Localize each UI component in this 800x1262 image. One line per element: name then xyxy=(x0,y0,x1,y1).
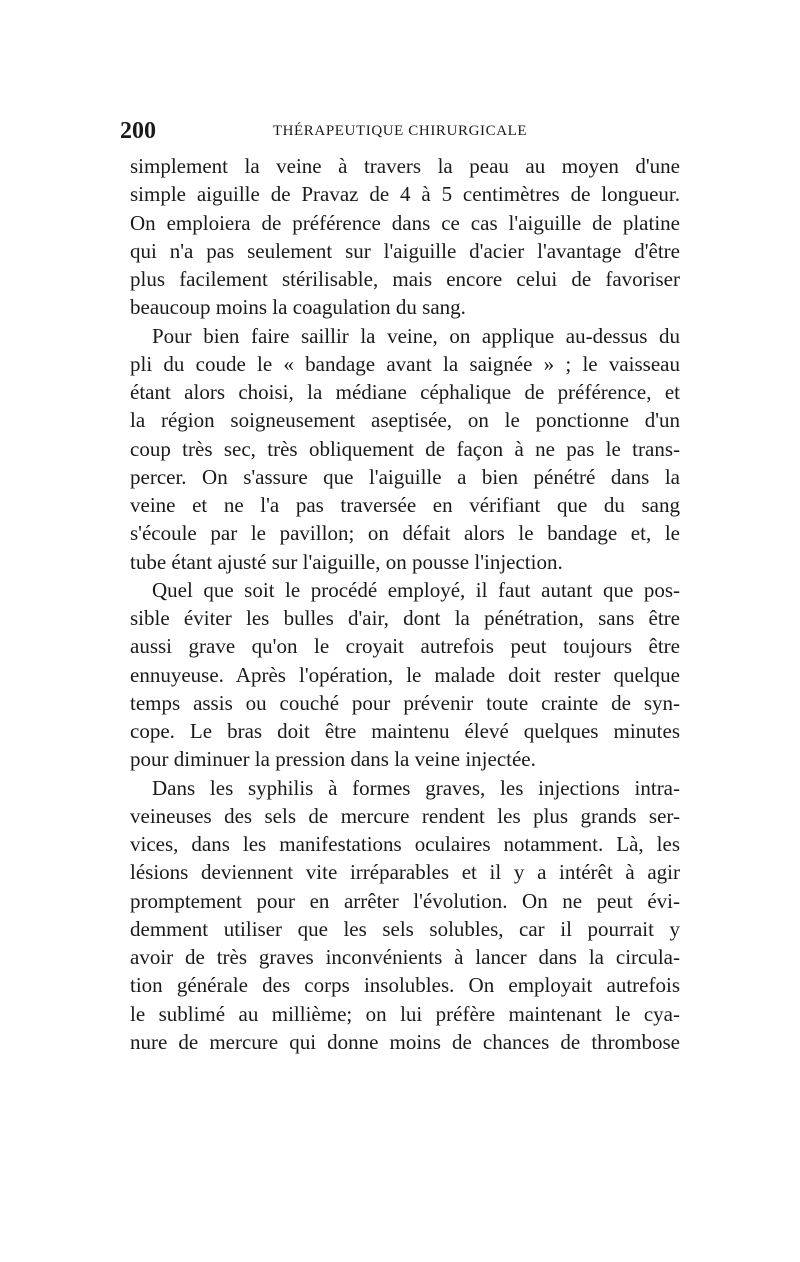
text-line: veine et ne l'a pas traversée en vérifiant que du sang xyxy=(130,493,680,517)
text-line: le sublimé au millième; on lui préfère maintenant le cya- xyxy=(130,1001,680,1026)
text-line: tube étant ajusté sur l'aiguille, on pousse l'injection. xyxy=(130,549,563,574)
text-line: pour diminuer la pression dans la veine injectée. xyxy=(130,747,536,772)
paragraph-start-line: Quel que soit le procédé employé, il faut autant que pos- xyxy=(152,577,680,602)
text-line: étant alors choisi, la médiane céphalique de préférence, et xyxy=(130,380,680,404)
text-line: plus facilement stérilisable, mais encore celui de favoriser xyxy=(130,267,680,291)
text-line: la région soigneusement aseptisée, on le ponctionne d'un xyxy=(130,408,680,433)
text-line: simple aiguille de Pravaz de 4 à 5 centimètres de longueur. xyxy=(130,182,680,207)
text-line: s'écoule par le pavillon; on défait alors le bandage et, le xyxy=(130,521,680,546)
body-text xyxy=(130,152,680,1056)
text-line: On emploiera de préférence dans ce cas l'aiguille de platine xyxy=(130,210,680,235)
text-line: veineuses des sels de mercure rendent les plus grands ser- xyxy=(130,803,680,828)
text-line: promptement pour en arrêter l'évolution. On ne peut évi- xyxy=(130,888,680,913)
text-line: tion générale des corps insolubles. On employait autrefois xyxy=(130,973,680,998)
text-line: demment utiliser que les sels solubles, car il pourrait y xyxy=(130,916,680,941)
text-line: temps assis ou couché pour prévenir toute crainte de syn- xyxy=(130,690,680,715)
text-line: avoir de très graves inconvénients à lancer dans la circula- xyxy=(130,945,680,969)
paragraph-start-line: Pour bien faire saillir la veine, on applique au-dessus du xyxy=(152,323,680,348)
text-line: aussi grave qu'on le croyait autrefois peut toujours être xyxy=(130,634,680,659)
page-header xyxy=(120,116,680,146)
running-title: THÉRAPEUTIQUE CHIRURGICALE xyxy=(272,123,528,139)
paragraph-start-line: Dans les syphilis à formes graves, les injections intra- xyxy=(152,775,680,800)
page-number: 200 xyxy=(120,118,156,144)
text-line: percer. On s'assure que l'aiguille a bien pénétré dans la xyxy=(130,464,680,489)
text-line: coup très sec, très obliquement de façon à ne pas le trans- xyxy=(130,436,680,461)
text-line: cope. Le bras doit être maintenu élevé quelques minutes xyxy=(130,719,680,743)
text-line: ennuyeuse. Après l'opération, le malade doit rester quelque xyxy=(130,662,680,687)
text-line: beaucoup moins la coagulation du sang. xyxy=(130,295,466,320)
text-line: lésions deviennent vite irréparables et il y a intérêt à agir xyxy=(130,860,680,885)
text-line: qui n'a pas seulement sur l'aiguille d'acier l'avantage d'être xyxy=(130,238,680,263)
text-line: nure de mercure qui donne moins de chances de thrombose xyxy=(130,1029,680,1054)
text-line: sible éviter les bulles d'air, dont la pénétration, sans être xyxy=(130,606,680,630)
text-line: vices, dans les manifestations oculaires notamment. Là, les xyxy=(130,832,680,856)
text-line: pli du coude le « bandage avant la saignée » ; le vaisseau xyxy=(130,351,680,376)
text-line: simplement la veine à travers la peau au moyen d'une xyxy=(130,154,680,178)
